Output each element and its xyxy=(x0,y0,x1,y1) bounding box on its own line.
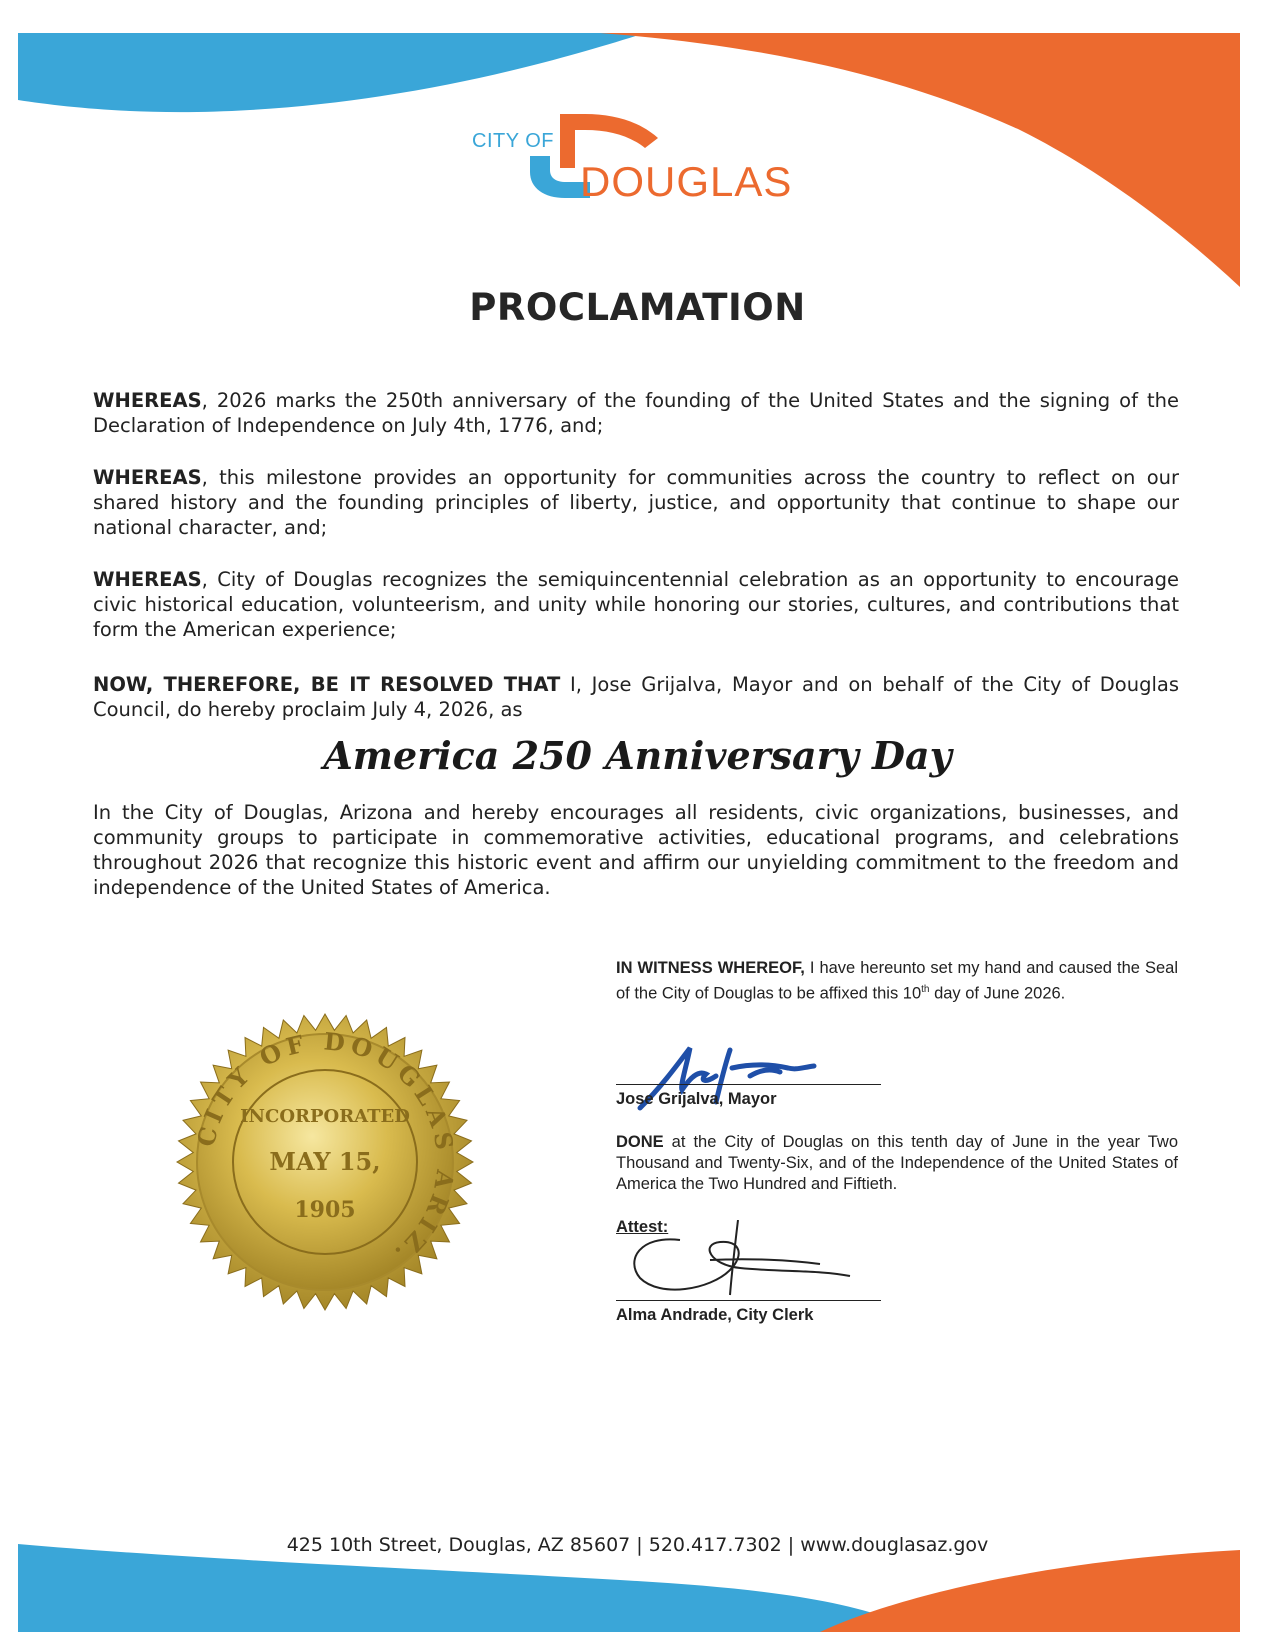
proclaimed-day-name: America 250 Anniversary Day xyxy=(323,733,952,778)
seal-ring-text: CITY OF DOUGLAS ARIZ. xyxy=(190,1026,461,1272)
witness-lead: IN WITNESS WHEREOF, xyxy=(616,959,805,977)
done-lead: DONE xyxy=(616,1133,664,1151)
top-banner-blue-wave xyxy=(18,33,645,112)
resolved-text: I, Jose Grijalva, Mayor and on behalf of the City of Douglas Council, do hereby proclaim July 4, 2026, as xyxy=(93,673,1179,721)
resolved-paragraph xyxy=(93,672,1179,722)
closing-paragraph: In the City of Douglas, Arizona and hereby encourages all residents, civic organizations, businesses, and community groups to participate in commemorative activities, educational programs, and celebrations throughout 2026 that recognize this historic event and affirm our unyielding commitment to the freedom and independence of the United States of America. xyxy=(93,801,1179,899)
clerk-signature xyxy=(620,1220,870,1300)
city-logo xyxy=(460,108,820,208)
clerk-signature-line xyxy=(616,1300,881,1301)
city-seal-icon xyxy=(175,1012,475,1312)
seal-line-1: INCORPORATED xyxy=(240,1106,410,1127)
logo-city-of-text: CITY OF xyxy=(472,130,555,152)
whereas-text: , City of Douglas recognizes the semiquincentennial celebration as an opportunity to encourage civic historical education, volunteerism, and unity while honoring our stories, cultures, and contributions that form the American experience; xyxy=(93,568,1179,641)
whereas-lead: WHEREAS xyxy=(93,568,202,591)
resolved-lead: NOW, THEREFORE, BE IT RESOLVED THAT xyxy=(93,673,561,696)
witness-sup: th xyxy=(921,984,930,995)
seal-line-2: MAY 15, xyxy=(269,1147,381,1176)
whereas-paragraph-1 xyxy=(93,388,1179,438)
clerk-signature-label: Alma Andrade, City Clerk xyxy=(616,1306,814,1324)
mayor-signature-label: Jose Grijalva, Mayor xyxy=(616,1090,777,1108)
whereas-lead: WHEREAS xyxy=(93,466,202,489)
whereas-text: , this milestone provides an opportunity for communities across the country to reflect on our shared history and the founding principles of liberty, justice, and opportunity that continue to shape our national character, and; xyxy=(93,466,1179,539)
done-paragraph xyxy=(616,1132,1178,1195)
witness-text-a: I have hereunto set my hand and caused the Seal of the City of Douglas to be affixed this 10 xyxy=(616,959,1178,1003)
footer-contact: 425 10th Street, Douglas, AZ 85607 | 520.417.7302 | www.douglasaz.gov xyxy=(286,1534,989,1556)
logo-douglas-text: DOUGLAS xyxy=(580,158,793,205)
witness-paragraph xyxy=(616,958,1178,1005)
whereas-paragraph-3 xyxy=(93,567,1179,642)
done-text: at the City of Douglas on this tenth day of June in the year Two Thousand and Twenty-Six, and of the Independence of the United States of America the Two Hundred and Fiftieth. xyxy=(616,1133,1178,1193)
page-title: PROCLAMATION xyxy=(469,286,806,329)
whereas-paragraph-2 xyxy=(93,465,1179,540)
bottom-banner-blue-wave xyxy=(18,1544,920,1632)
mayor-signature-line xyxy=(616,1084,881,1085)
seal-line-3: 1905 xyxy=(294,1197,356,1223)
bottom-banner-orange-wave xyxy=(820,1550,1240,1632)
witness-text-b: day of June 2026. xyxy=(929,984,1066,1003)
whereas-text: , 2026 marks the 250th anniversary of the founding of the United States and the signing of the Declaration of Independence on July 4th, 1776, and; xyxy=(93,389,1179,437)
attest-label: Attest: xyxy=(616,1218,669,1236)
whereas-lead: WHEREAS xyxy=(93,389,202,412)
